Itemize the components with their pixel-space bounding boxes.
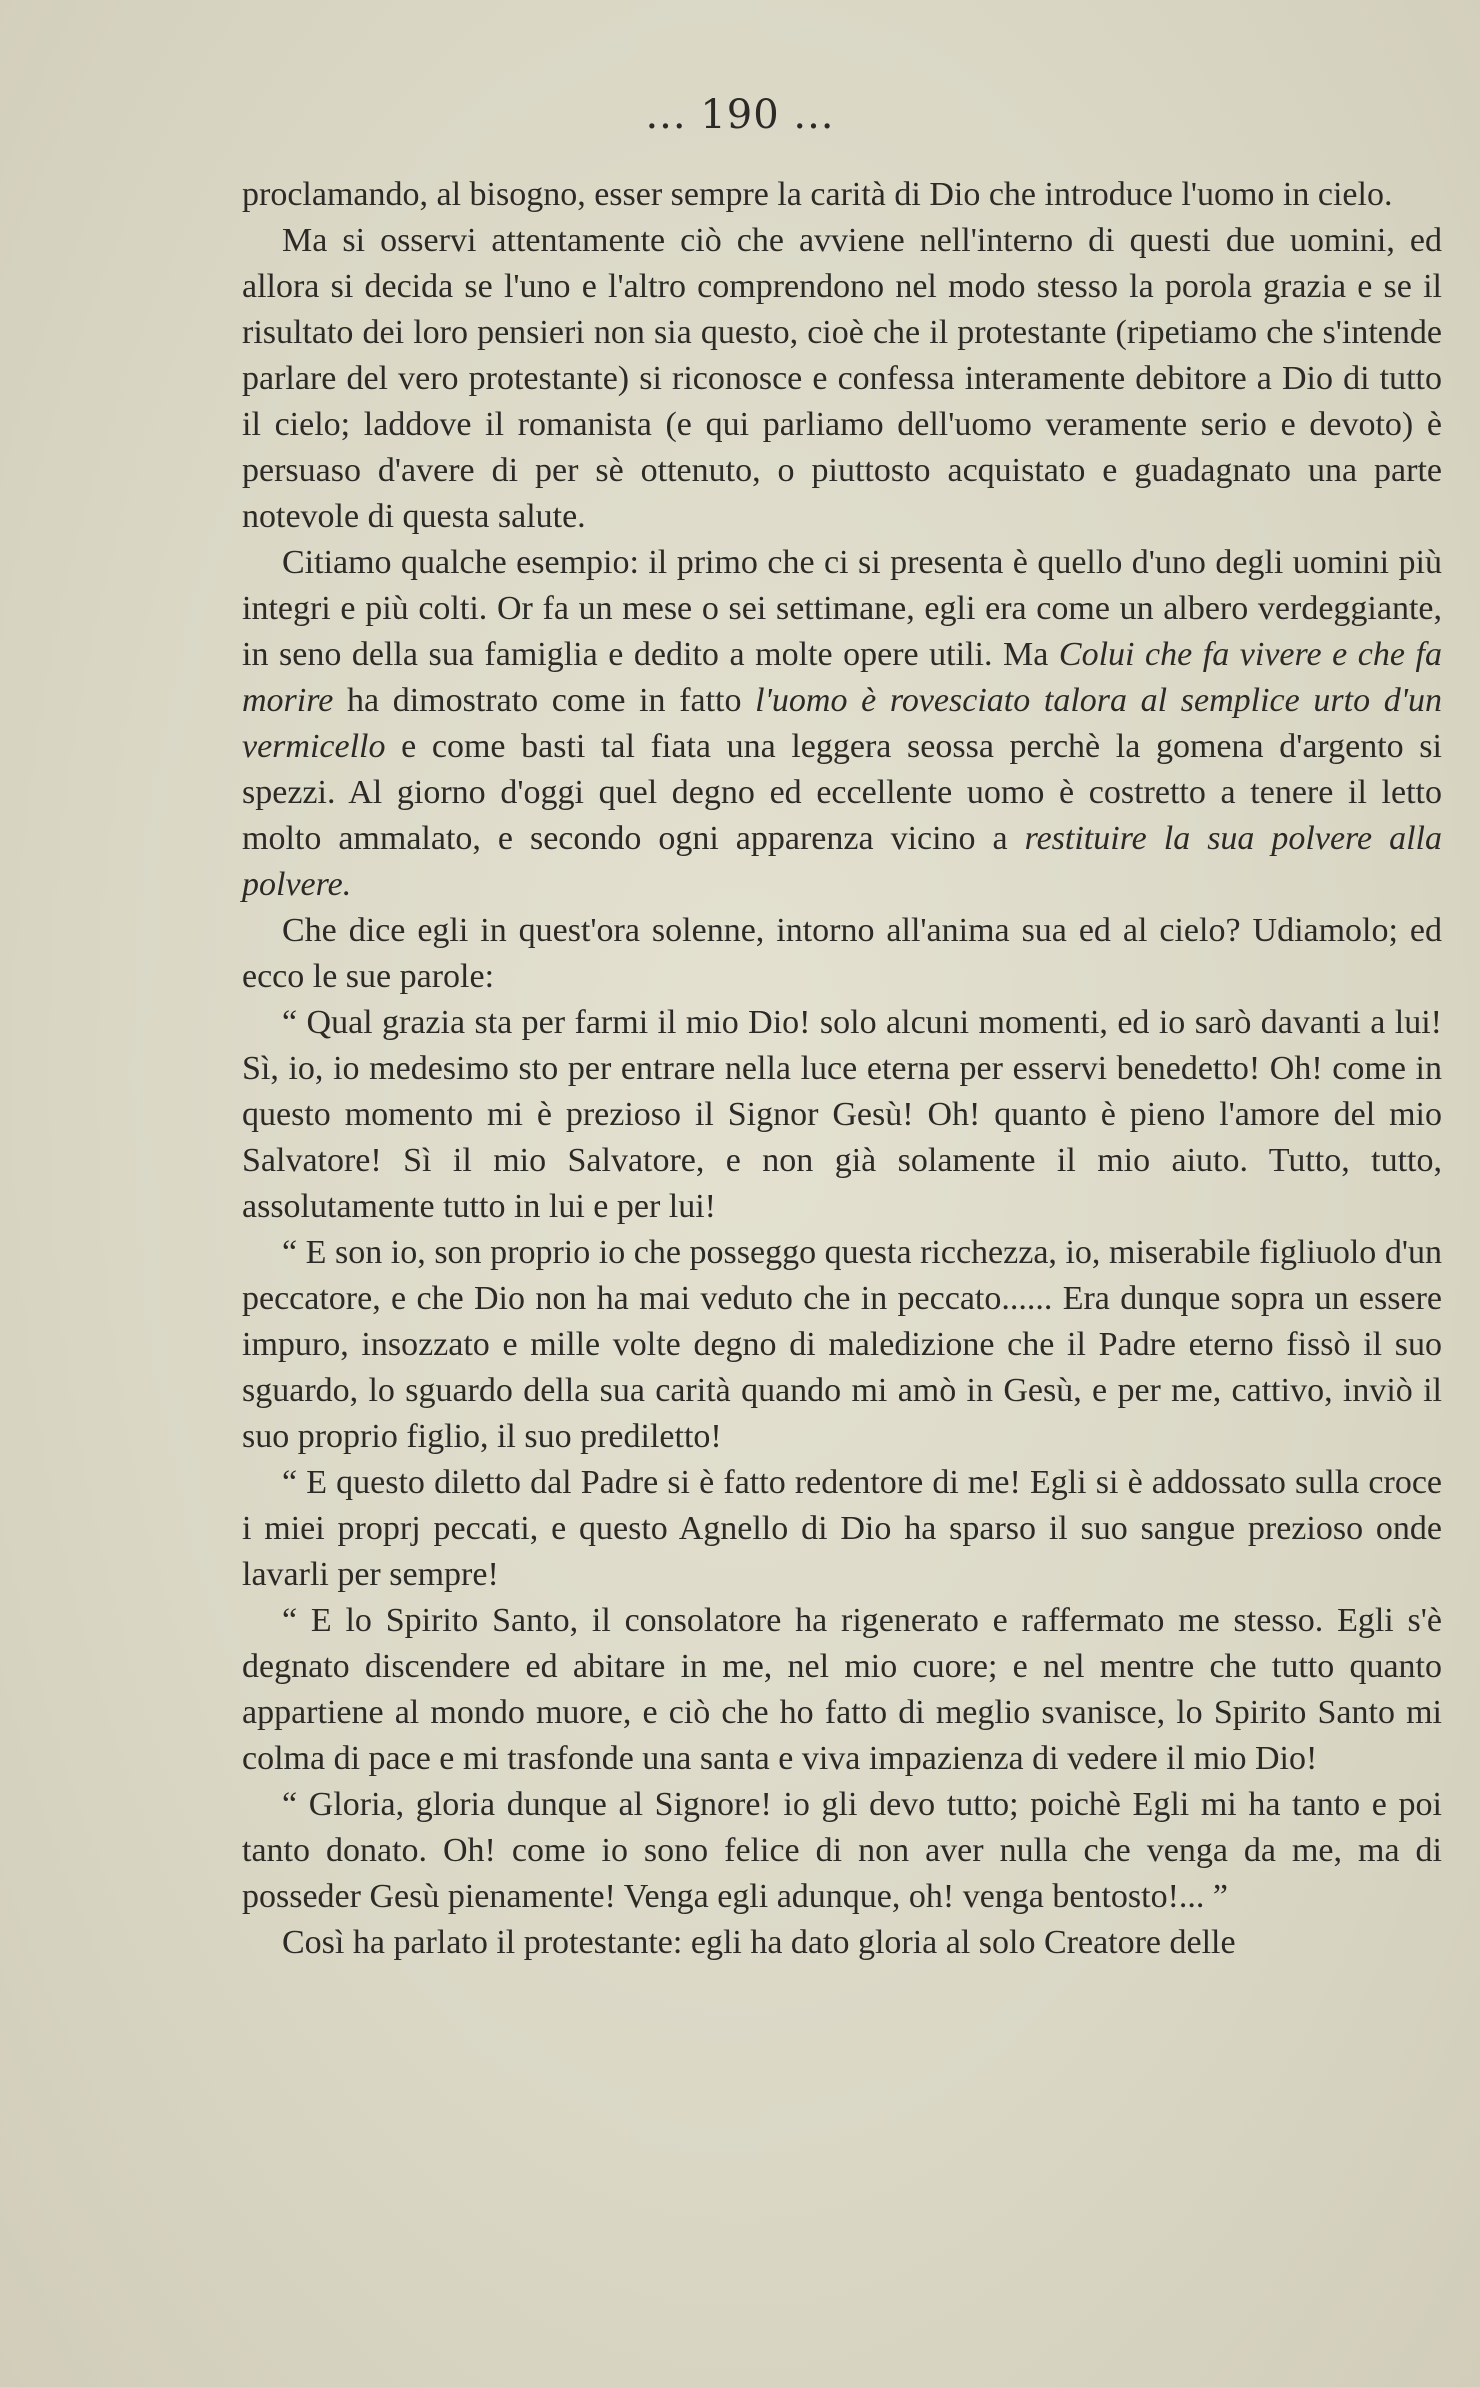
text-run: “ E lo Spirito Santo, il consolatore ha rigenerato e raffermato me stesso. Egli s'è degnato discendere ed abitare in me, nel mio cuore; e nel mentre che tutto quanto appartiene al mondo muore, e ciò che ho fatto di meglio svanisce, lo Spirito Santo mi colma di pace e mi trasfonde una santa e viva impazienza di vedere il mio Dio!: [242, 1602, 1442, 1777]
italic-text: Colui che fa vivere e che fa morire: [242, 636, 1442, 719]
text-body: [242, 172, 1442, 1966]
italic-text: l'uomo è rovesciato talora al semplice urto d'un vermicello: [242, 682, 1442, 765]
paragraph: [242, 1230, 1442, 1460]
text-run: “ Gloria, gloria dunque al Signore! io gli devo tutto; poichè Egli mi ha tanto e poi tanto donato. Oh! come io sono felice di non aver nulla che venga da me, ma di posseder Gesù pienamente! Venga egli adunque, oh! venga bentosto!... ”: [242, 1786, 1442, 1915]
italic-text: restituire la sua polvere alla polvere.: [242, 820, 1442, 903]
text-run: e come basti tal fiata una leggera seossa perchè la gomena d'argento si spezzi. Al giorno d'oggi quel degno ed eccellente uomo è costretto a tenere il letto molto ammalato, e secondo ogni apparenza vicino a: [242, 728, 1442, 857]
text-run: Così ha parlato il protestante: egli ha dato gloria al solo Creatore delle: [282, 1924, 1236, 1961]
text-run: ha dimostrato come in fatto: [333, 682, 756, 719]
paragraph: [242, 218, 1442, 540]
page-number: ... 190 ...: [645, 92, 835, 138]
text-run: Ma si osservi attentamente ciò che avviene nell'interno di questi due uomini, ed allora si decida se l'uno e l'altro comprendono nel modo stesso la porola grazia e se il risultato dei loro pensieri non sia questo, cioè che il protestante (ripetiamo che s'intende parlare del vero protestante) si riconosce e confessa interamente debitore a Dio di tutto il cielo; laddove il romanista (e qui parliamo dell'uomo veramente serio e devoto) è persuaso d'avere di per sè ottenuto, o piuttosto acquistato e guadagnato una parte notevole di questa salute.: [242, 222, 1442, 535]
paragraph: [242, 1598, 1442, 1782]
paragraph: [242, 1000, 1442, 1230]
paragraph: [242, 908, 1442, 1000]
text-run: Citiamo qualche esempio: il primo che ci si presenta è quello d'uno degli uomini più integri e più colti. Or fa un mese o sei settimane, egli era come un albero verdeggiante, in seno della sua famiglia e dedito a molte opere utili. Ma: [242, 544, 1442, 673]
paragraph: [242, 172, 1442, 218]
text-run: “ E son io, son proprio io che posseggo questa ricchezza, io, miserabile figliuolo d'un peccatore, e che Dio non ha mai veduto che in peccato...... Era dunque sopra un essere impuro, insozzato e mille volte degno di maledizione che il Padre eterno fissò il suo sguardo, lo sguardo della sua carità quando mi amò in Gesù, e per me, cattivo, inviò il suo proprio figlio, il suo prediletto!: [242, 1234, 1442, 1455]
text-run: “ Qual grazia sta per farmi il mio Dio! solo alcuni momenti, ed io sarò davanti a lui! Sì, io, io medesimo sto per entrare nella luce eterna per esservi benedetto! Oh! come in questo momento mi è prezioso il Signor Gesù! Oh! quanto è pieno l'amore del mio Salvatore! Sì il mio Salvatore, e non già solamente il mio aiuto. Tutto, tutto, assolutamente tutto in lui e per lui!: [242, 1004, 1442, 1225]
paragraph: [242, 1782, 1442, 1920]
text-run: proclamando, al bisogno, esser sempre la carità di Dio che introduce l'uomo in cielo.: [242, 176, 1393, 213]
paragraph: [242, 1920, 1442, 1966]
paragraph: [242, 1460, 1442, 1598]
paragraph: [242, 540, 1442, 908]
text-run: Che dice egli in quest'ora solenne, intorno all'anima sua ed al cielo? Udiamolo; ed ecco le sue parole:: [242, 912, 1442, 995]
text-run: “ E questo diletto dal Padre si è fatto redentore di me! Egli si è addossato sulla croce i miei proprj peccati, e questo Agnello di Dio ha sparso il suo sangue prezioso onde lavarli per sempre!: [242, 1464, 1442, 1593]
